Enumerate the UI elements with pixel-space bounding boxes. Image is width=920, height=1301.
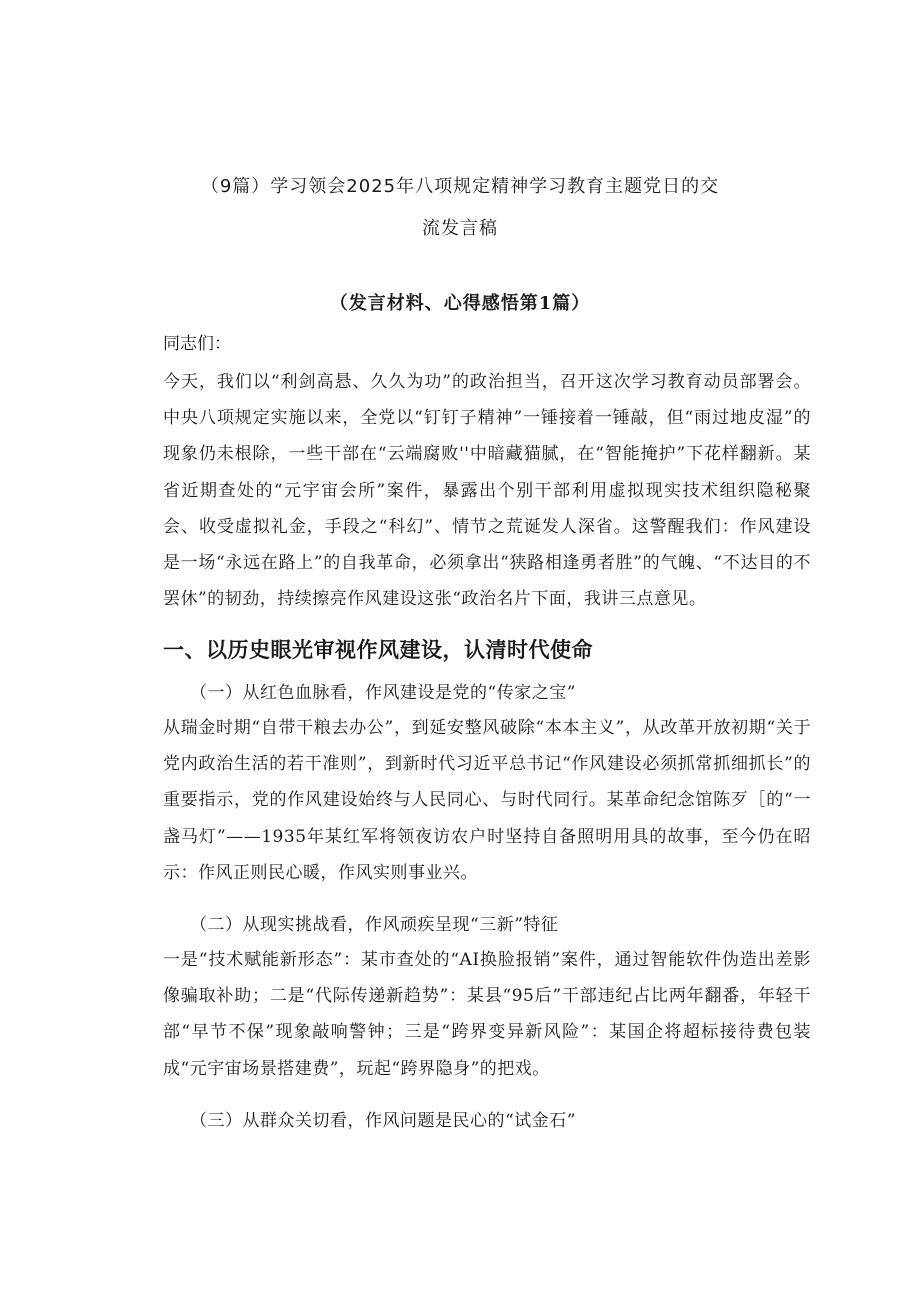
document-title-line2: 流发言稿 (422, 218, 498, 239)
salutation: 同志们： (163, 334, 231, 354)
subsection2-paragraph: 一是“技术赋能新形态”：某市查处的“AI换脸报销”案件，通过智能软件伪造出差影像骗取补助；二是“代际传递新趋势”：某县“95后”干部违纪占比两年翻番，年轻干部“早节不保”现象敲响警钟；三是“跨界变异新风险”：某国企将超标接待费包装成“元宇宙场景搭建费”，玩起“跨界隐身”的把戏。 (163, 950, 811, 1079)
intro-paragraph: 今天，我们以“利剑高悬、久久为功”的政治担当，召开这次学习教育动员部署会。中央八项规定实施以来，全党以“钉钉子精神”一锤接着一锤敲，但“雨过地皮湿”的现象仍未根除，一些干部在“云端腐败''中暗藏猫腻，在“智能掩护”下花样翻新。某省近期查处的“元宇宙会所”案件，暴露出个别干部利用虚拟现实技术组织隐秘聚会、收受虚拟礼金，手段之“科幻”、情节之荒诞发人深省。这警醒我们：作风建设是一场“永远在路上”的自我革命，必须拿出“狭路相逢勇者胜”的气魄、“不达目的不罢休”的韧劲，持续擦亮作风建设这张“政治名片下面，我讲三点意见。 (163, 372, 811, 610)
document-subtitle: （发言材料、心得感悟第1篇） (329, 293, 591, 314)
subsection1-heading: （一）从红色血脉看，作风建设是党的“传家之宝” (190, 683, 576, 703)
subsection3-heading: （三）从群众关切看，作风问题是民心的“试金石” (190, 1111, 576, 1131)
section1-heading: 一、以历史眼光审视作风建设，认清时代使命 (163, 638, 593, 662)
subsection2-heading: （二）从现实挑战看，作风顽疾呈现“三新”特征 (190, 915, 559, 935)
subsection1-paragraph: 从瑞金时期“自带干粮去办公”，到延安整风破除“本本主义”，从改革开放初期“关于党内政治生活的若干准则”，到新时代习近平总书记“作风建设必须抓常抓细抓长”的重要指示，党的作风建设始终与人民同心、与时代同行。某革命纪念馆陈歹［的“一盏马灯”——1935年某红军将领夜访农户时坚持自备照明用具的故事，至今仍在昭示：作风正则民心暖，作风实则事业兴。 (163, 718, 811, 883)
document-title-line1: （9篇）学习领会2025年八项规定精神学习教育主题党日的交 (200, 176, 720, 197)
